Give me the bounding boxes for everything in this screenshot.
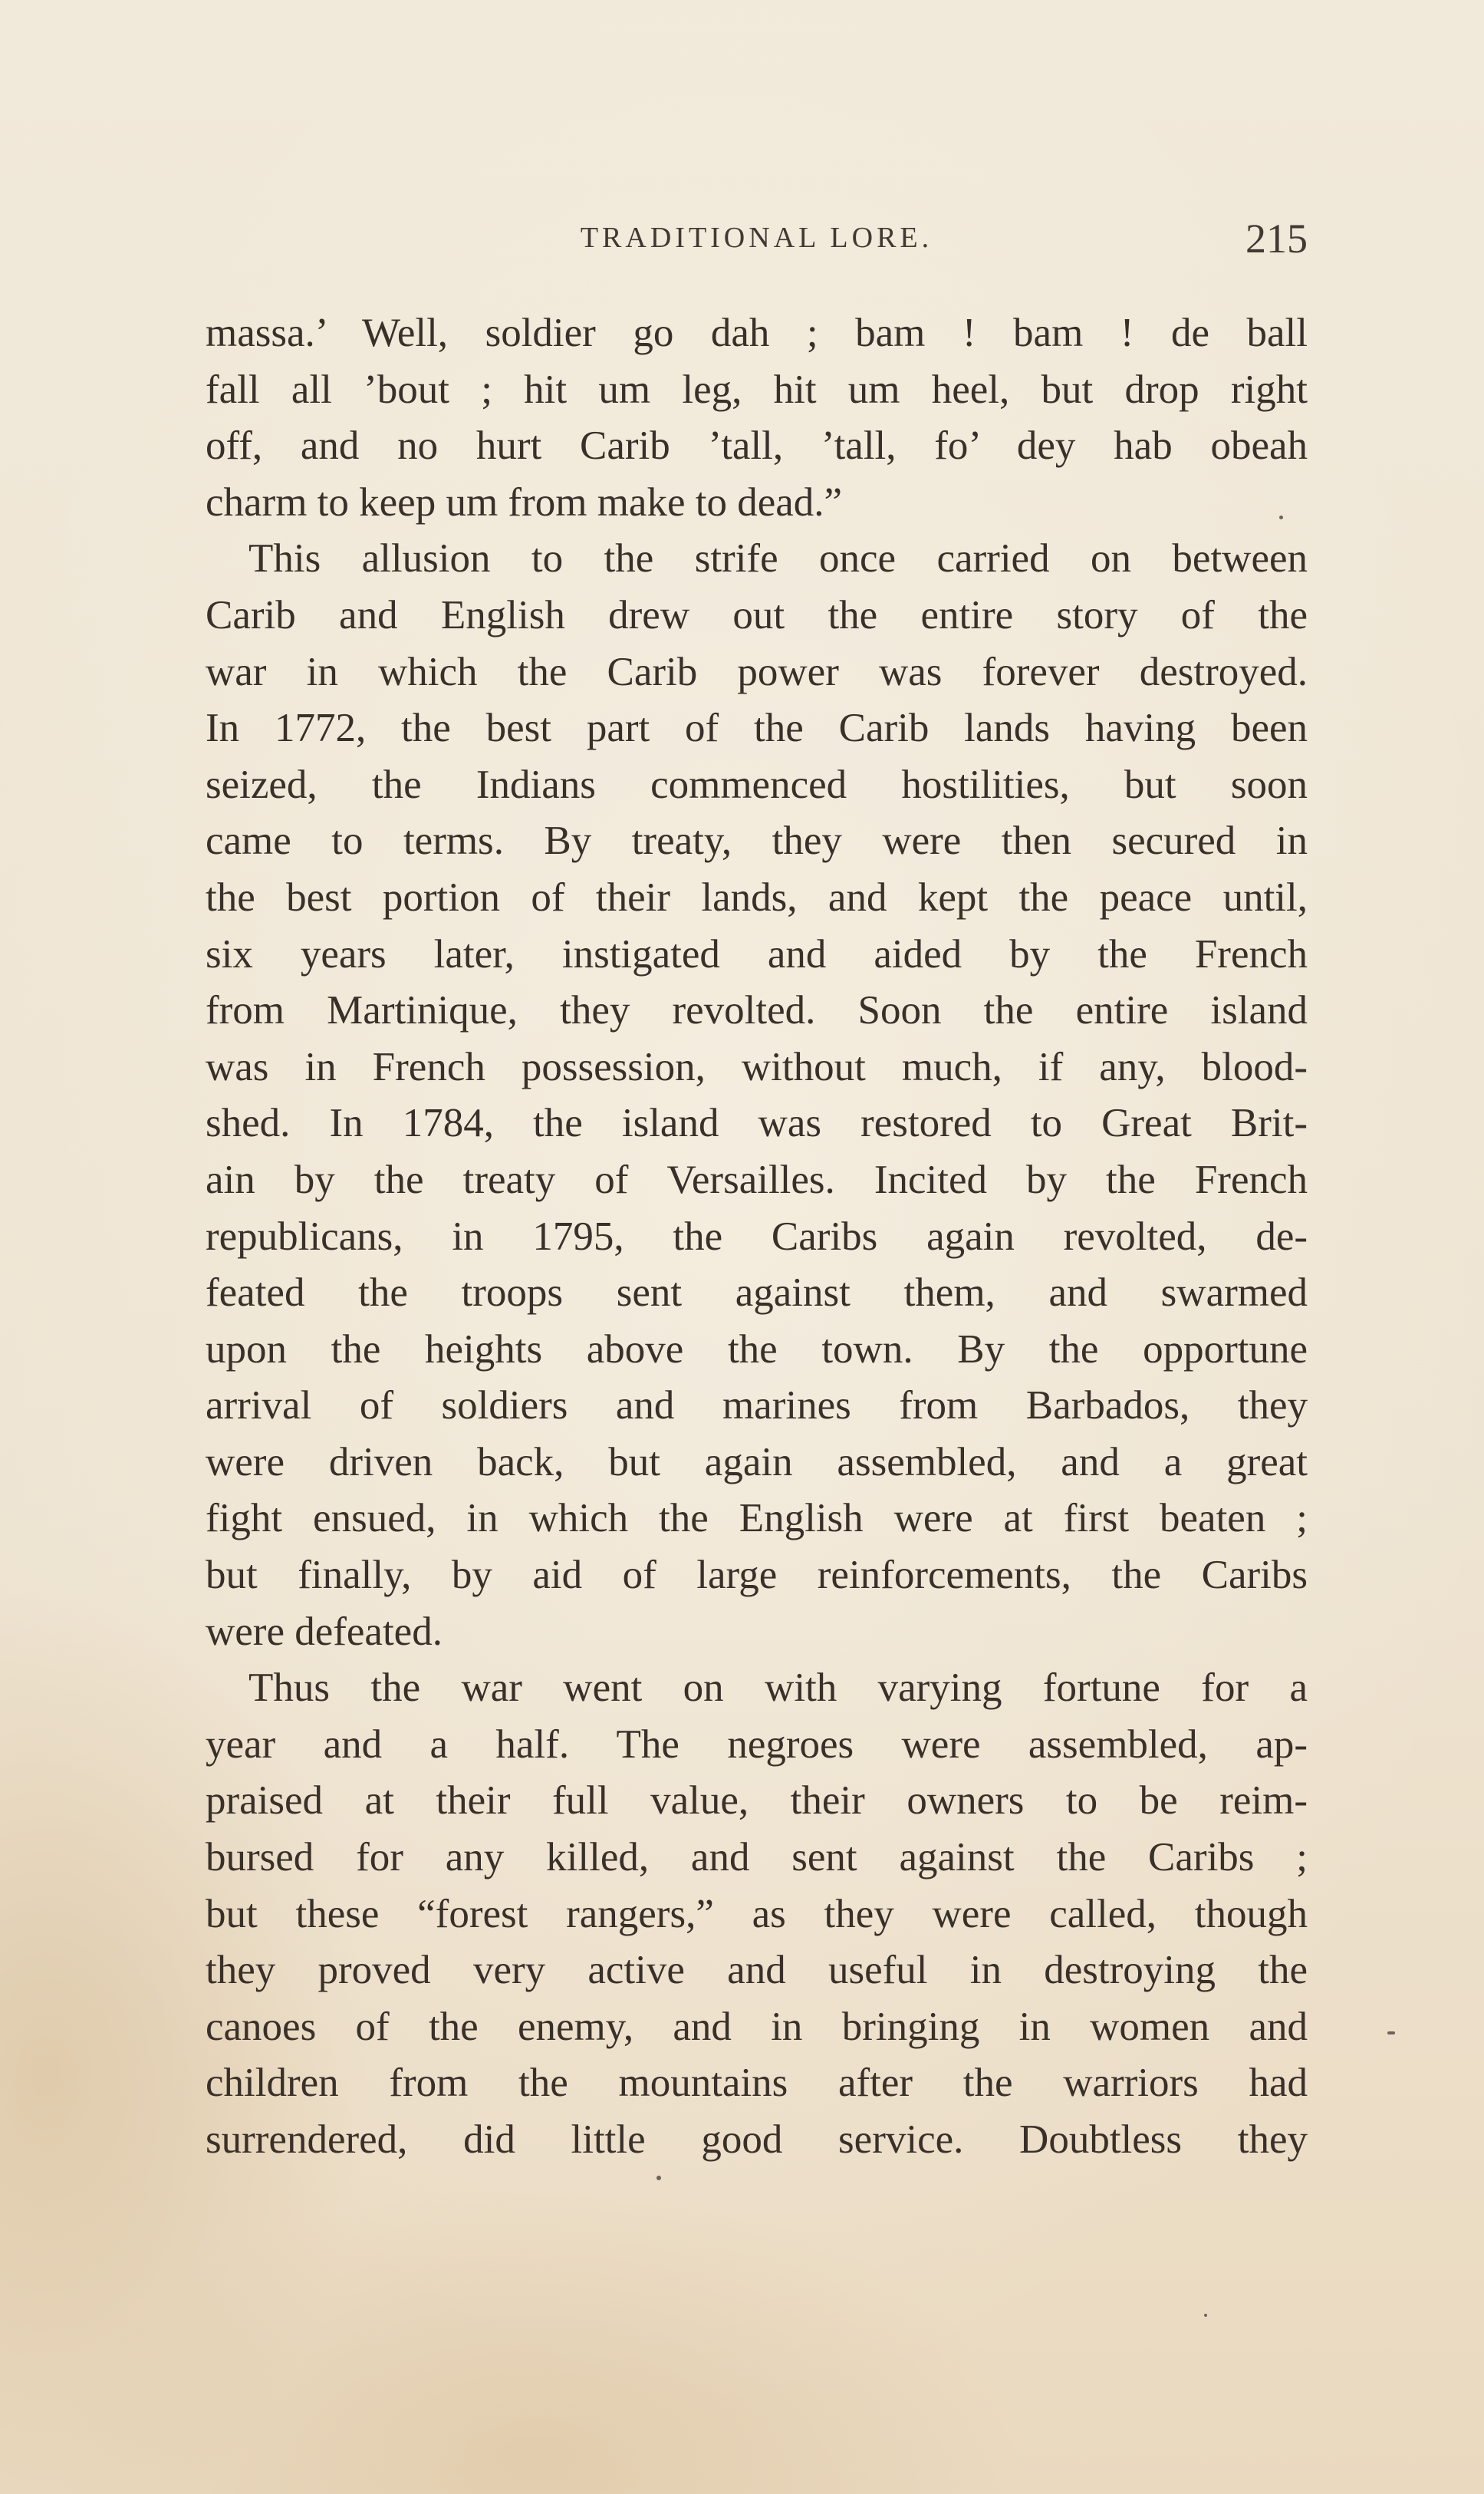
text-line: the best portion of their lands, and kept the peace until, (206, 875, 1308, 920)
text-line: ain by the treaty of Versailles. Incited by the French (206, 1157, 1308, 1202)
text-line: massa.’ Well, soldier go dah ; bam ! bam ! de ball (206, 311, 1308, 355)
text-line: but these “forest rangers,” as they were called, though (206, 1891, 1308, 1936)
text-line: In 1772, the best part of the Carib lands having been (206, 706, 1308, 751)
text-line: were defeated. (206, 1609, 443, 1654)
text-line: but finally, by aid of large reinforcements, the Caribs (206, 1553, 1308, 1598)
text-line: Carib and English drew out the entire story of the (206, 592, 1308, 638)
page-number: 215 (1245, 216, 1308, 262)
text-line: fight ensued, in which the English were at first beaten ; (206, 1496, 1308, 1541)
text-line: bursed for any killed, and sent against the Caribs ; (206, 1835, 1308, 1880)
running-head (206, 215, 1308, 269)
text-line: year and a half. The negroes were assembled, ap- (206, 1721, 1308, 1767)
text-line: off, and no hurt Carib ’tall, ’tall, fo’ dey hab obeah (206, 423, 1308, 469)
text-line: children from the mountains after the warriors had (206, 2061, 1308, 2106)
running-title: TRADITIONAL LORE. (580, 222, 933, 254)
text-line: Thus the war went on with varying fortune for a (248, 1665, 1308, 1711)
text-line: was in French possession, without much, if any, blood- (206, 1044, 1308, 1089)
paper-speck (1279, 516, 1283, 519)
text-line: from Martinique, they revolted. Soon the entire island (206, 988, 1308, 1033)
text-line: arrival of soldiers and marines from Barbados, they (206, 1383, 1308, 1428)
text-line: they proved very active and useful in destroying the (206, 1948, 1308, 1993)
paper-speck (656, 2176, 661, 2180)
text-line: This allusion to the strife once carried on between (248, 536, 1308, 581)
paper-speck (1387, 2031, 1395, 2034)
text-line: seized, the Indians commenced hostilities, but soon (206, 762, 1308, 807)
text-line: surrendered, did little good service. Doubtless they (206, 2117, 1308, 2162)
text-line: canoes of the enemy, and in bringing in women and (206, 2004, 1308, 2049)
text-line: charm to keep um from make to dead.” (206, 479, 843, 525)
paper-speck (1204, 2314, 1207, 2317)
text-line: were driven back, but again assembled, and a great (206, 1439, 1308, 1484)
body-text (206, 305, 1308, 2169)
text-line: fall all ’bout ; hit um leg, hit um heel, but drop right (206, 367, 1308, 412)
text-line: upon the heights above the town. By the opportune (206, 1326, 1308, 1372)
text-line: six years later, instigated and aided by the French (206, 931, 1308, 977)
text-line: came to terms. By treaty, they were then secured in (206, 819, 1308, 864)
text-line: praised at their full value, their owners to be reim- (206, 1778, 1308, 1824)
text-line: war in which the Carib power was forever destroyed. (206, 649, 1308, 694)
text-line: shed. In 1784, the island was restored to Great Brit- (206, 1101, 1308, 1146)
text-line: republicans, in 1795, the Caribs again revolted, de- (206, 1214, 1308, 1259)
text-line: feated the troops sent against them, and swarmed (206, 1270, 1308, 1316)
